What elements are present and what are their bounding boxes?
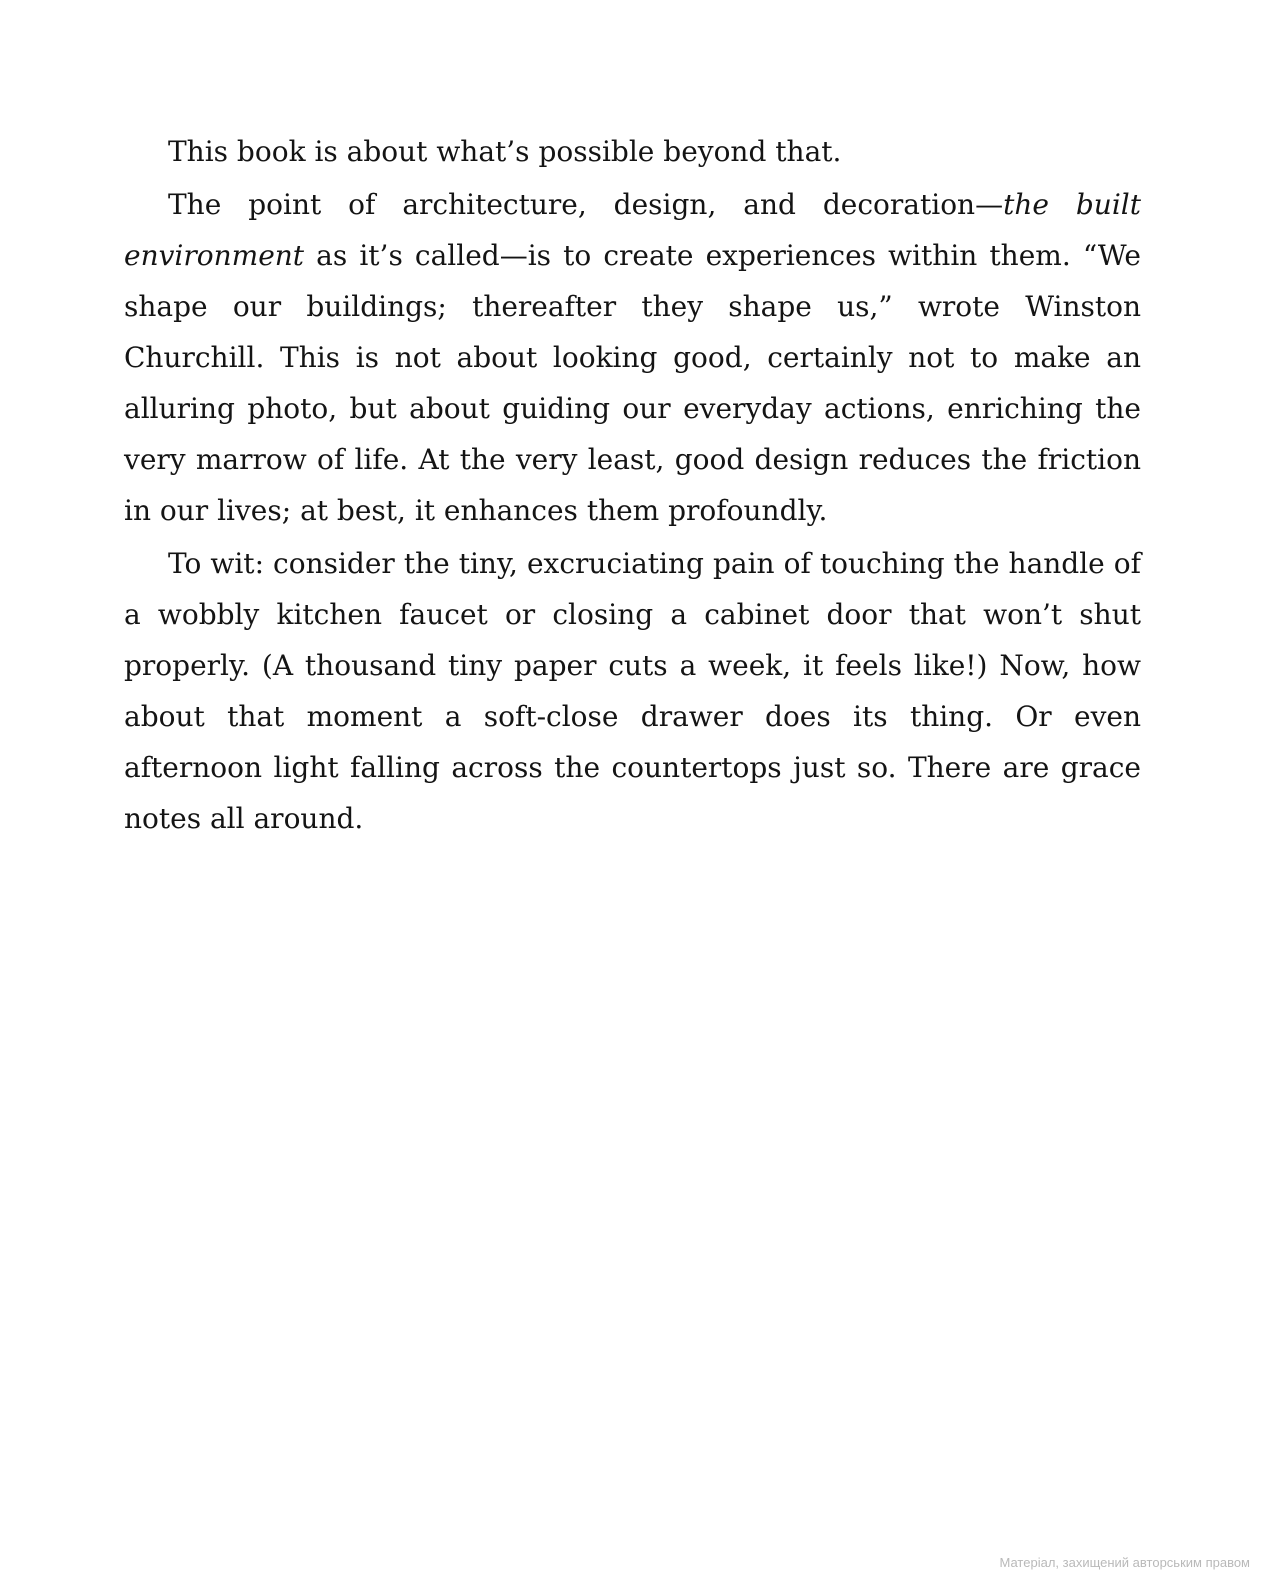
paragraph-2: [124, 179, 1141, 536]
paragraph-2-rest: as it’s called—is to create experiences within them. “We shape our buildings; thereafter they shape us,” wrote Winston Churchill. This is not about looking good, certainly not to make an alluring photo, but about guiding our everyday actions, enriching the very marrow of life. At the very least, good design reduces the friction in our lives; at best, it enhances them profoundly.: [124, 239, 1141, 527]
paragraph-2-italic-term: the built environment: [124, 188, 1142, 272]
paragraph-3: To wit: consider the tiny, excruciating pain of touching the handle of a wobbly kitchen faucet or closing a cabinet door that won’t shut properly. (A thousand tiny paper cuts a week, it feels like!) Now, how about that moment a soft-close drawer does its thing. Or even afternoon light falling across the countertops just so. There are grace notes all around.: [124, 547, 1141, 835]
copyright-watermark: Матеріал, захищений авторським правом: [999, 1555, 1250, 1570]
paragraph-2-lead: The point of architecture, design, and decoration—: [168, 188, 1004, 221]
page-body: [124, 126, 1141, 846]
paragraph-1: This book is about what’s possible beyond that.: [168, 135, 842, 168]
